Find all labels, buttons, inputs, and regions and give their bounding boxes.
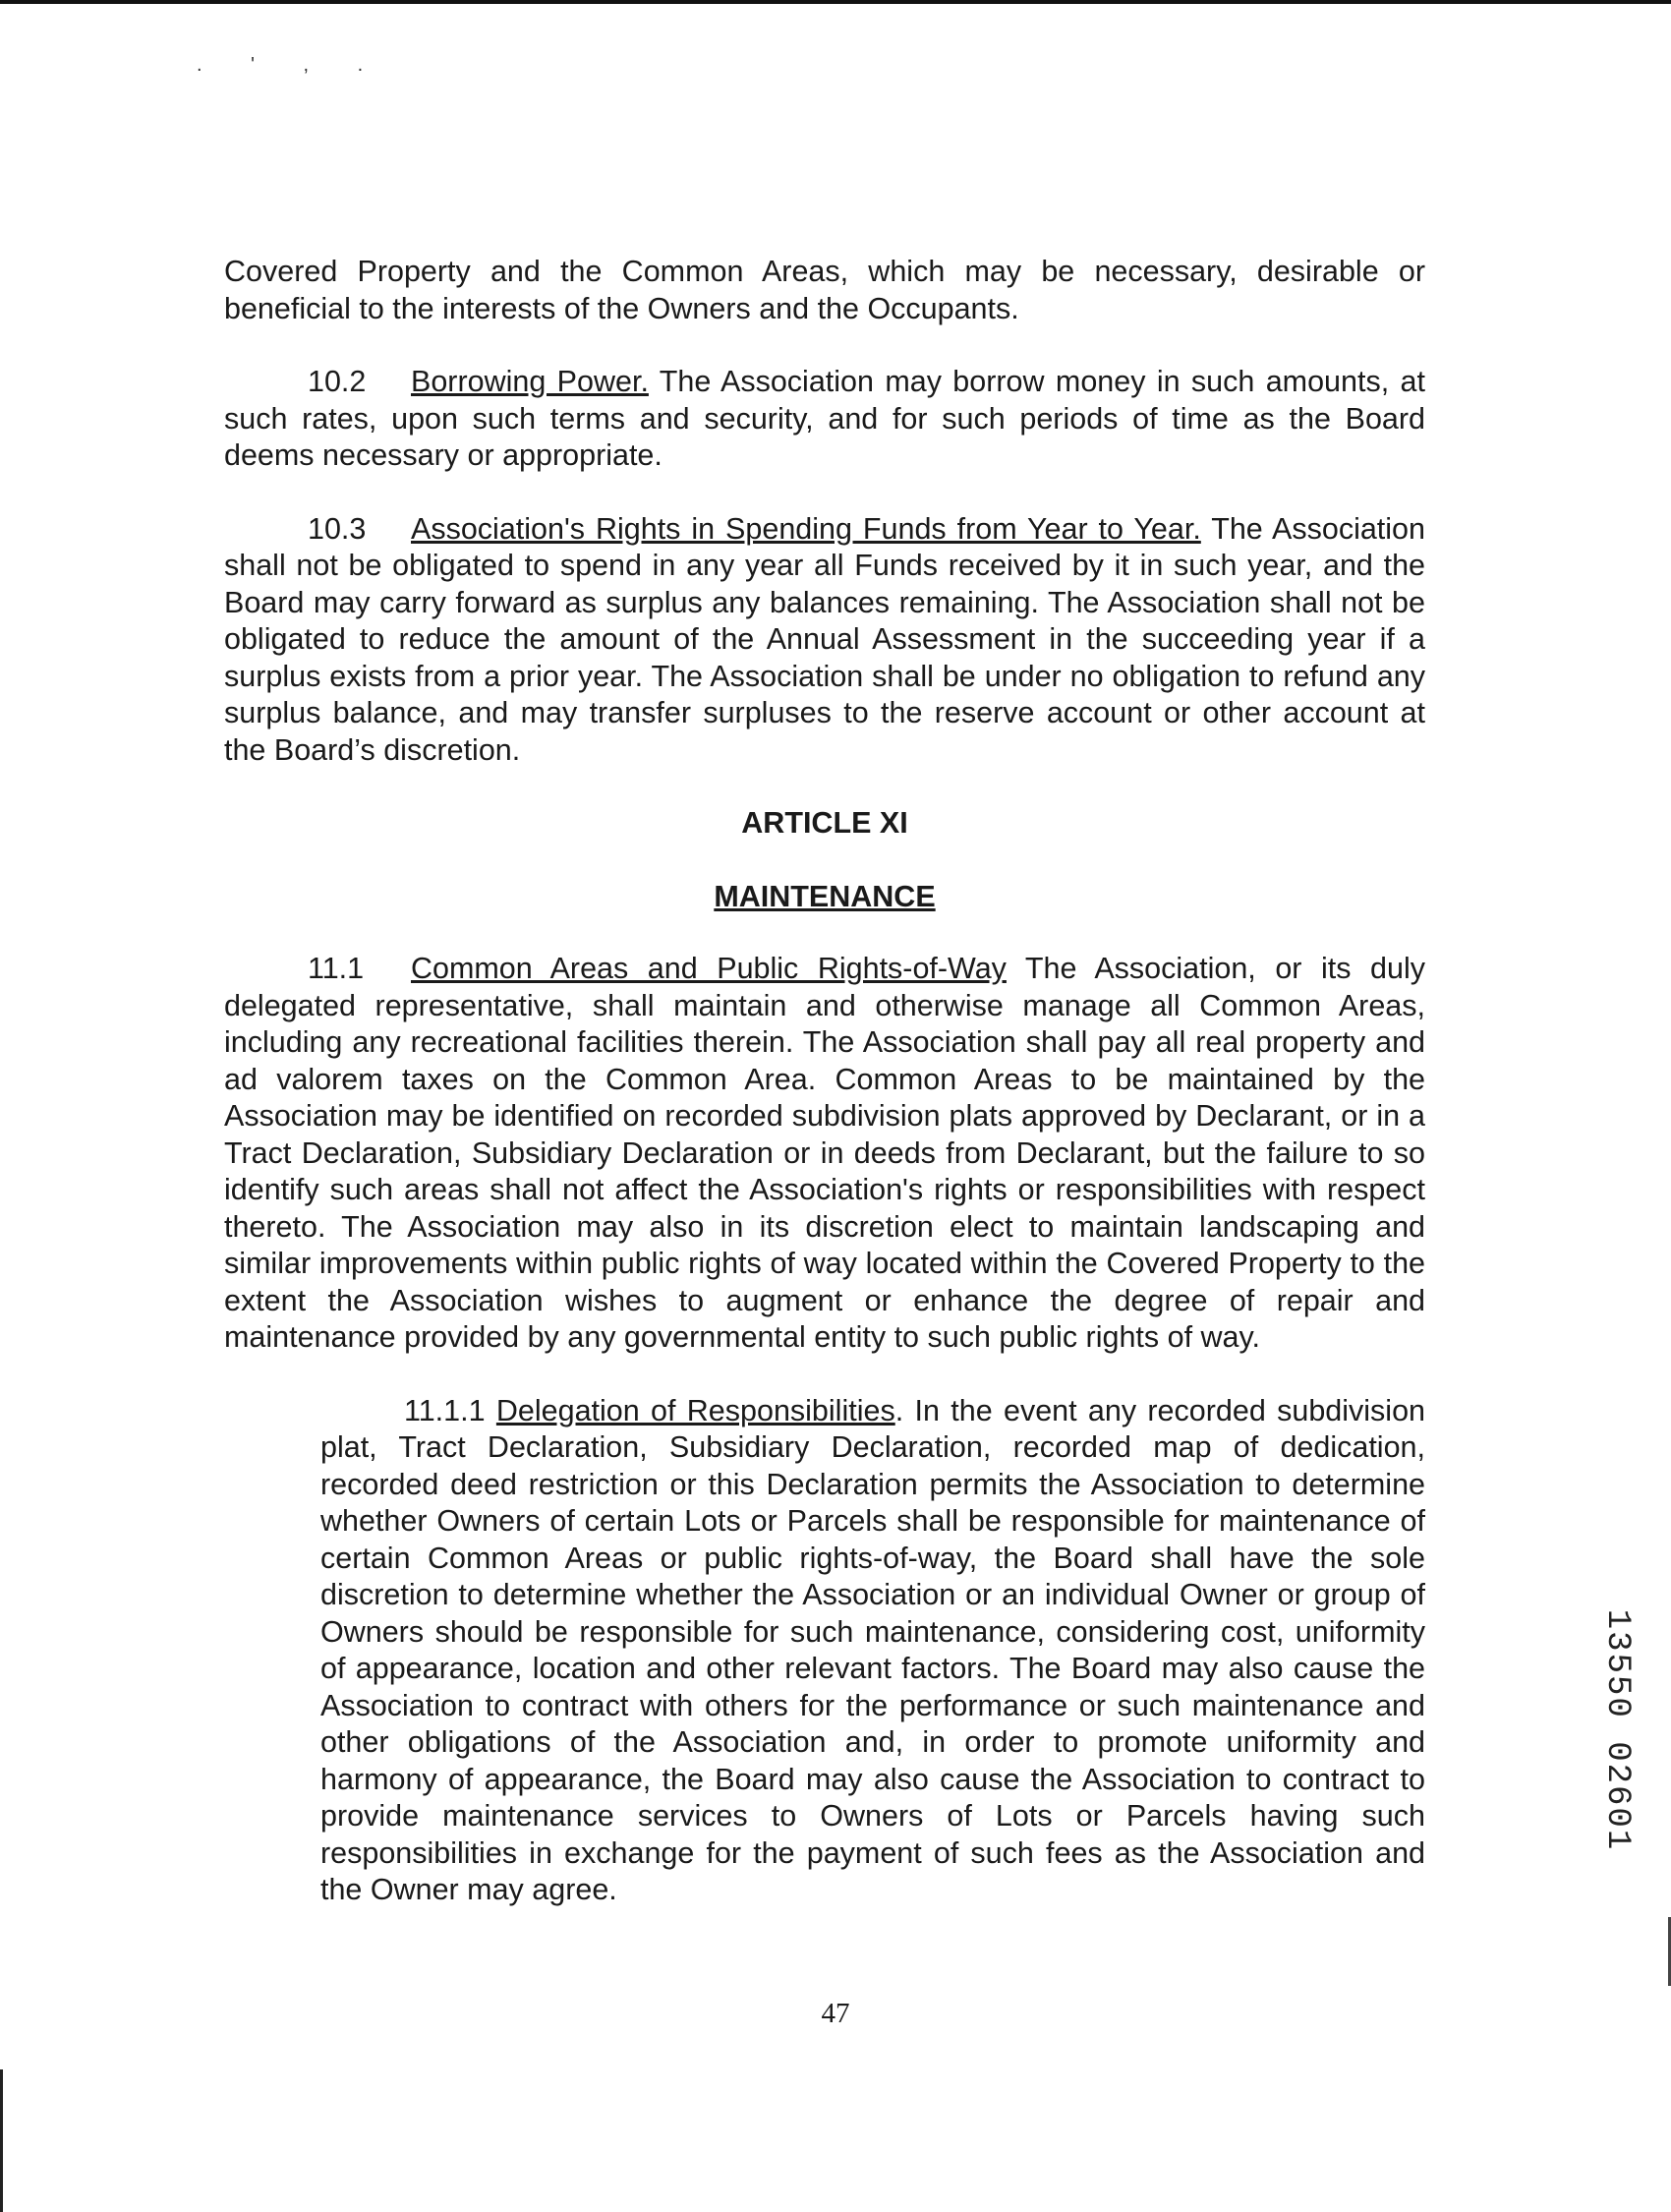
section-title: Association's Rights in Spending Funds from Year to Year. <box>411 511 1201 546</box>
page-number: 47 <box>821 1998 850 2029</box>
section-text: . In the event any recorded subdivision plat, Tract Declaration, Subsidiary Declaration, recorded map of dedication, recorded deed restriction or this Declaration permits the Association to determine whether Owners of certain Lots or Parcels shall be responsible for maintenance of certain Common Areas or public rights-of-way, the Board shall have the sole discretion to determine whether the Association or an individual Owner or group of Owners should be responsible for such maintenance, considering cost, uniformity of appearance, location and other relevant factors. The Board may also cause the Association to contract with others for the performance or such maintenance and other obligations of the Association and, in order to promote uniformity and harmony of appearance, the Board may also cause the Association to contract to provide maintenance services to Owners of Lots or Parcels having such responsibilities in exchange for the payment of such fees as the Association and the Owner may agree. <box>320 1393 1425 1906</box>
section-title: Common Areas and Public Rights-of-Way <box>411 952 1007 985</box>
section-number: 11.1.1 <box>404 1393 486 1427</box>
section-number: 11.1 <box>308 952 365 985</box>
document-body <box>224 254 1425 1909</box>
section-title: Delegation of Responsibilities <box>495 1393 895 1427</box>
article-label: ARTICLE XI <box>741 806 908 840</box>
article-heading <box>224 879 1425 916</box>
section-number: 10.3 <box>308 511 367 546</box>
section-text: The Association shall not be obligated to spend in any year all Funds received by it in such year, and the Board may carry forward as surplus any balances remaining. The Association shall not be obligated to reduce the amount of the Annual Assessment in the succeeding year if a surplus exists from a prior year. The Association shall be under no obligation to refund any surplus balance, and may transfer surpluses to the reserve account or other account at the Board’s discretion. <box>224 511 1425 767</box>
opening-paragraph: Covered Property and the Common Areas, which may be necessary, desirable or beneficial to the interests of the Owners and the Occupants. <box>224 255 1425 325</box>
section-text: The Association may borrow money in such amounts, at such rates, upon such terms and security, and for such periods of time as the Board deems necessary or appropriate. <box>224 365 1425 472</box>
section-10-2 <box>224 364 1425 475</box>
recording-stamp <box>1597 1583 1637 1878</box>
top-border-rule <box>0 0 1671 4</box>
section-title: Borrowing Power. <box>411 365 649 398</box>
scan-specks: . ' , . <box>197 54 385 76</box>
recording-stamp-text: 13550 02601 <box>1598 1608 1636 1852</box>
section-11-1-1 <box>320 1393 1425 1909</box>
section-11-1 <box>224 951 1425 1357</box>
section-text: The Association, or its duly delegated representative, shall maintain and otherwise manage all Common Areas, including any recreational facilities therein. The Association shall pay all real property and ad valorem taxes on the Common Area. Common Areas to be maintained by the Association may be identified on recorded subdivision plats approved by Declarant, or in a Tract Declaration, Subsidiary Declaration or in deeds from Declarant, but the failure to so identify such areas shall not affect the Association's rights or responsibilities with respect thereto. The Association may also in its discretion elect to maintain landscaping and similar improvements within public rights of way located within the Covered Property to the extent the Association wishes to augment or enhance the degree of repair and maintenance provided by any governmental entity to such public rights of way. <box>224 952 1425 1354</box>
article-heading-text: MAINTENANCE <box>714 879 936 913</box>
section-number: 10.2 <box>308 365 367 398</box>
scan-edge-mark <box>0 2069 3 2212</box>
section-10-3 <box>224 511 1425 770</box>
